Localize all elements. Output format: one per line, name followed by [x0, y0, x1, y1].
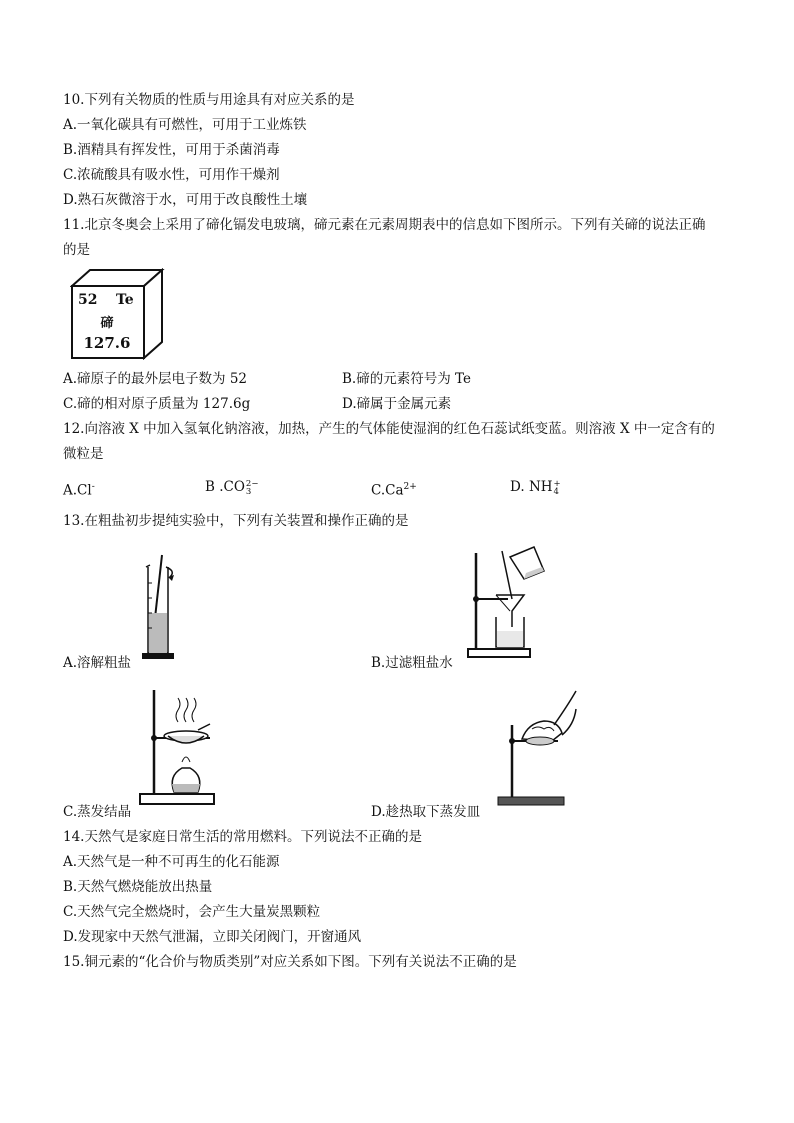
q11-option-a: A.碲原子的最外层电子数为 52	[63, 371, 248, 387]
q11-stem-line1: 11.北京冬奥会上采用了碲化镉发电玻璃，碲元素在元素周期表中的信息如下图所示。下列有关碲的说法正确	[63, 217, 706, 233]
q11-option-b: B.碲的元素符号为 Te	[342, 371, 471, 387]
q13-option-c: C.蒸发结晶	[63, 804, 132, 820]
q13-option-d: D.趁热取下蒸发皿	[371, 804, 481, 820]
evaporation-apparatus-icon	[138, 688, 220, 808]
hand-removing-dish-icon	[492, 685, 578, 807]
element-atomic-number: 52	[78, 292, 98, 308]
q10-option-c: C.浓硫酸具有吸水性，可用作干燥剂	[63, 167, 280, 183]
q10-option-b: B.酒精具有挥发性，可用于杀菌消毒	[63, 142, 280, 158]
q14-option-b: B.天然气燃烧能放出热量	[63, 879, 213, 895]
q11-option-c: C.碲的相对原子质量为 127.6g	[63, 396, 251, 412]
figure-dissolving	[138, 553, 188, 663]
graduated-cylinder-icon	[138, 553, 188, 663]
q12-stem-line2: 微粒是	[63, 446, 104, 462]
q10-option-a: A.一氧化碳具有可燃性，可用于工业炼铁	[63, 117, 307, 133]
q12-option-a: A.Cl-	[63, 482, 95, 499]
q12-stem-line1: 12.向溶液 X 中加入氢氧化钠溶液，加热，产生的气体能使湿润的红色石蕊试纸变蓝。则溶液 X 中一定含有的	[63, 421, 715, 437]
q10-option-d: D.熟石灰微溶于水，可用于改良酸性土壤	[63, 192, 308, 208]
figure-evaporation	[138, 688, 220, 808]
q14-option-c: C.天然气完全燃烧时，会产生大量炭黑颗粒	[63, 904, 321, 920]
element-symbol: Te	[116, 292, 134, 308]
q14-stem: 14.天然气是家庭日常生活的常用燃料。下列说法不正确的是	[63, 829, 422, 845]
element-name: 碲	[100, 316, 114, 331]
figure-filtration	[466, 545, 566, 661]
q14-option-a: A.天然气是一种不可再生的化石能源	[63, 854, 280, 870]
q13-stem: 13.在粗盐初步提纯实验中，下列有关装置和操作正确的是	[63, 513, 409, 529]
element-card	[70, 268, 166, 360]
q13-option-a: A.溶解粗盐	[63, 655, 132, 671]
q11-stem-line2: 的是	[63, 242, 90, 258]
q12-option-b: B .CO 2− 3	[205, 478, 259, 497]
q12-option-d: D. NH + 4	[510, 478, 561, 497]
element-atomic-mass: 127.6	[83, 334, 131, 352]
q12-option-c: $C.Ca^{2+}$	[371, 482, 417, 499]
q11-option-d: D.碲属于金属元素	[342, 396, 452, 412]
q13-option-b: B.过滤粗盐水	[371, 655, 453, 671]
q10-stem: 10.下列有关物质的性质与用途具有对应关系的是	[63, 92, 355, 108]
filtration-apparatus-icon	[466, 545, 566, 661]
q15-stem: 15.铜元素的“化合价与物质类别”对应关系如下图。下列有关说法不正确的是	[63, 954, 517, 970]
q14-option-d: D.发现家中天然气泄漏，立即关闭阀门，开窗通风	[63, 929, 362, 945]
figure-remove-dish	[492, 685, 578, 807]
